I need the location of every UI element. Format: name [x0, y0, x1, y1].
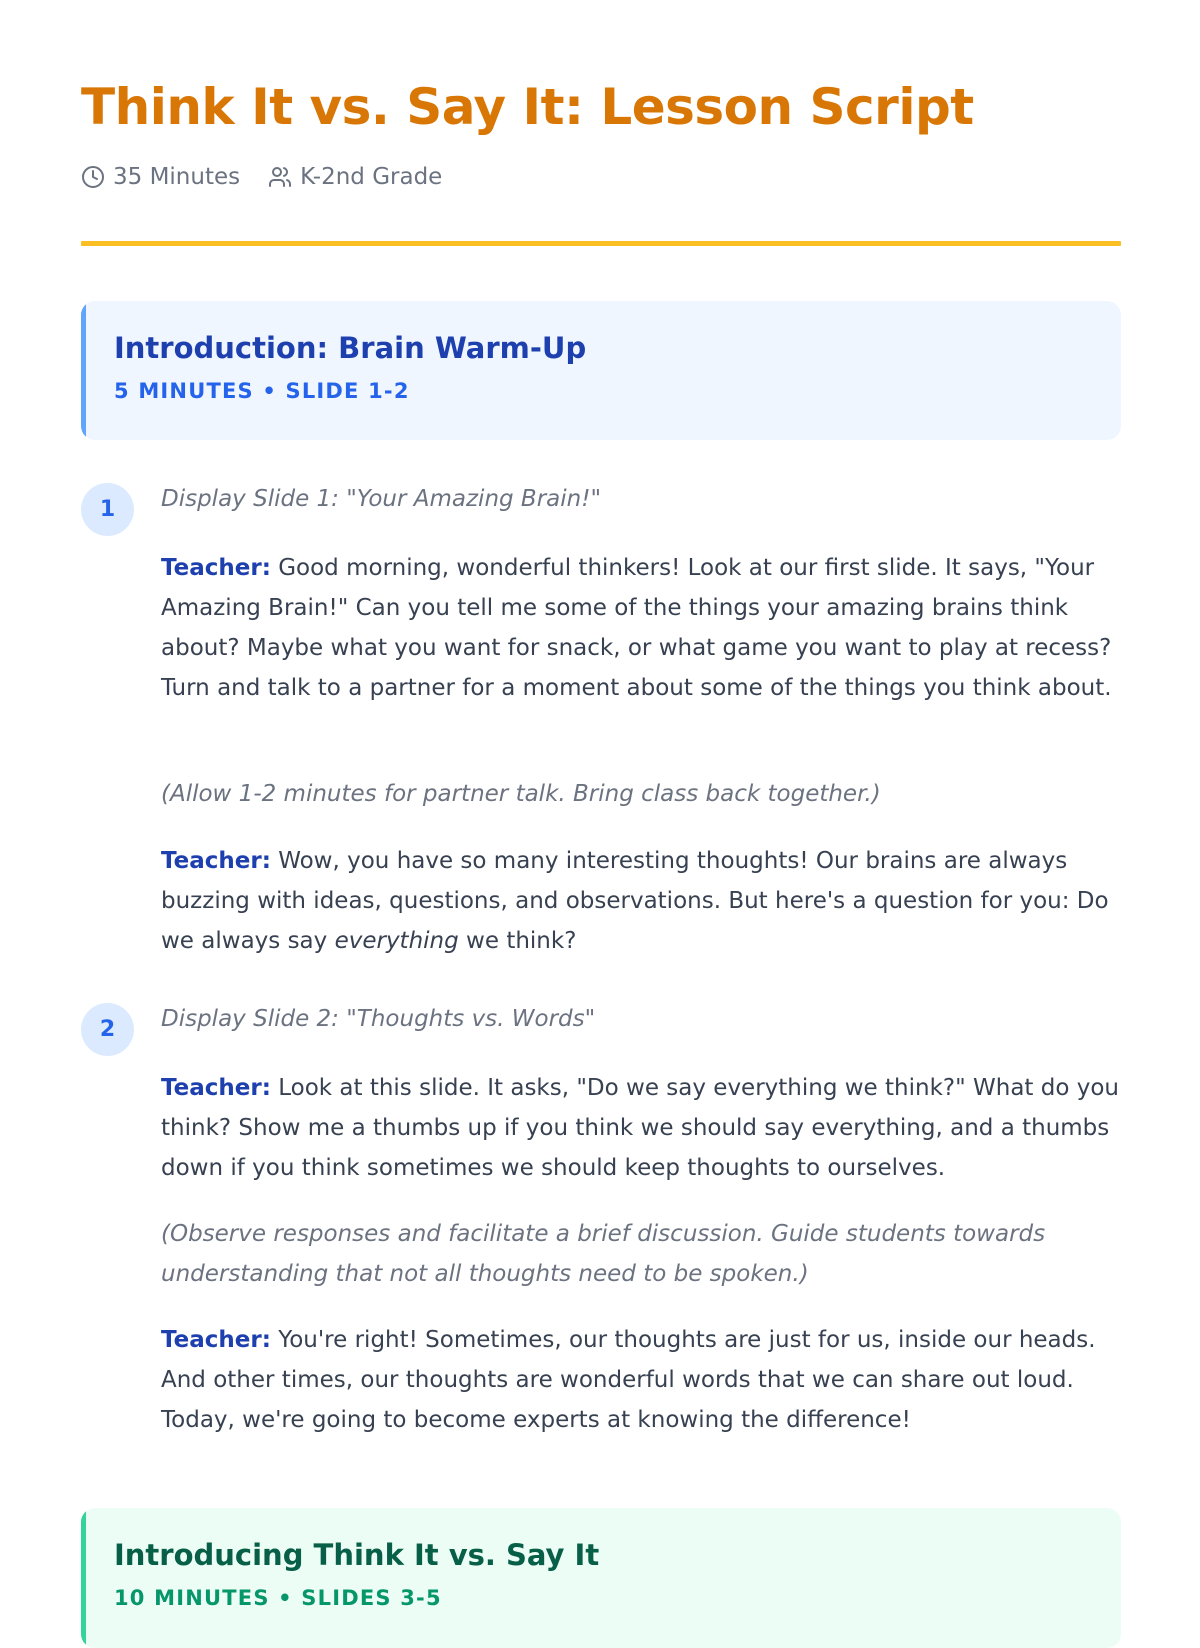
teacher-line-text: You're right! Sometimes, our thoughts are just for us, inside our heads. And other times, our thoughts are wonderful words that we can share out loud. Today, we're going to become experts at knowing the difference!	[161, 1327, 1096, 1433]
teacher-line-text: Wow, you have so many interesting thoughts! Our brains are always buzzing with ideas, questions, and observations. But here's a question for you: Do we always say	[161, 848, 1109, 954]
section-title: Introducing Think It vs. Say It	[114, 1538, 600, 1572]
section-subtitle: 5 MINUTES • SLIDE 1-2	[114, 379, 410, 403]
stage-direction: (Observe responses and facilitate a brief discussion. Guide students towards understanding that not all thoughts need to be spoken.)	[161, 1221, 1046, 1287]
speaker-label: Teacher:	[161, 1327, 271, 1353]
teacher-line	[161, 1320, 1121, 1440]
grade-text: K-2nd Grade	[300, 164, 443, 190]
header-divider	[81, 241, 1121, 246]
section-subtitle: 10 MINUTES • SLIDES 3-5	[114, 1586, 442, 1610]
teacher-line-text: Good morning, wonderful thinkers! Look at our first slide. It says, "Your Amazing Brain!" Can you tell me some of the things your amazing brains think about? Maybe what you want for snack, or what game you want to play at recess? Turn and talk to a partner for a moment about some of the things you think about.	[161, 555, 1112, 701]
users-icon	[268, 165, 292, 189]
emphasis-word: everything	[334, 928, 459, 954]
clock-icon	[81, 165, 105, 189]
teacher-line-text: Look at this slide. It asks, "Do we say everything we think?" What do you think? Show me a thumbs up if you think we should say everything, and a thumbs down if you think sometimes we should keep thoughts to ourselves.	[161, 1075, 1119, 1181]
section-title: Introduction: Brain Warm-Up	[114, 331, 587, 365]
step-title: Display Slide 1: "Your Amazing Brain!"	[161, 486, 602, 512]
section-think-say-card	[81, 1508, 1121, 1648]
speaker-label: Teacher:	[161, 1075, 271, 1101]
lesson-meta	[81, 164, 470, 190]
speaker-label: Teacher:	[161, 555, 271, 581]
section-intro-card	[81, 301, 1121, 440]
teacher-line	[161, 841, 1121, 961]
teacher-line	[161, 548, 1121, 708]
speaker-label: Teacher:	[161, 848, 271, 874]
page-title: Think It vs. Say It: Lesson Script	[81, 78, 974, 136]
teacher-line	[161, 1068, 1121, 1188]
duration-meta	[81, 164, 240, 190]
grade-meta	[268, 164, 442, 190]
stage-direction: (Allow 1-2 minutes for partner talk. Bring class back together.)	[161, 781, 881, 807]
step-number-badge: 1	[81, 483, 134, 536]
step-number-badge: 2	[81, 1003, 134, 1056]
step-title: Display Slide 2: "Thoughts vs. Words"	[161, 1006, 596, 1032]
duration-text: 35 Minutes	[113, 164, 241, 190]
teacher-line-text: we think?	[466, 928, 577, 954]
